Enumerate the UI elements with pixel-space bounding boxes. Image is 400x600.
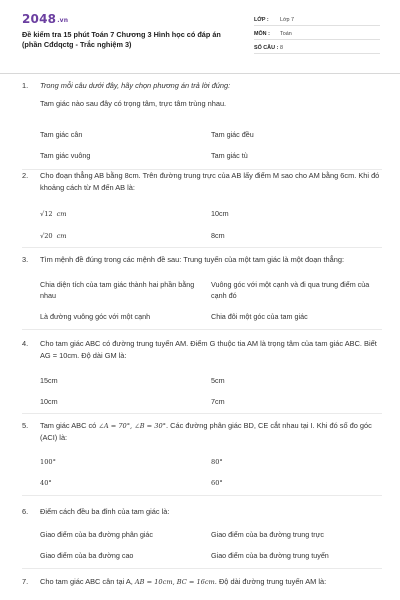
question-text: Tam giác nào sau đây có trọng tâm, trực tâm trùng nhau. bbox=[40, 99, 227, 108]
answer-option[interactable]: Tam giác đều bbox=[211, 130, 254, 139]
answer-option[interactable]: Tam giác tù bbox=[211, 151, 248, 160]
question-text: Cho tam giác ABC cân tại A, AB = 10cm, BC = 16cm. Độ dài đường trung tuyến AM là: bbox=[40, 577, 327, 586]
answer-option[interactable]: 100° bbox=[40, 458, 56, 466]
answer-option[interactable]: 60° bbox=[211, 479, 223, 487]
answer-option[interactable]: 10cm bbox=[211, 209, 229, 218]
question-number: 2. bbox=[22, 171, 29, 180]
question-number: 1. bbox=[22, 81, 29, 90]
question-text: Tìm mệnh đề đúng trong các mệnh đề sau: Trung tuyến của một tam giác là một đoạn thẳng: bbox=[40, 255, 345, 264]
question-text: Điểm cách đều ba đỉnh của tam giác là: bbox=[40, 507, 170, 516]
meta-class: LỚP : Lớp 7 bbox=[254, 14, 380, 26]
question-text: Cho tam giác ABC có đường trung tuyến AM. Điểm G thuộc tia AM là trọng tâm của tam giác ABC. Biết AG = 10cm. Độ dài GM là: bbox=[40, 339, 377, 360]
answer-option[interactable]: Chia đôi một góc của tam giác bbox=[211, 312, 308, 321]
question-separator bbox=[22, 329, 382, 330]
meta-count: SỐ CÂU : 8 bbox=[254, 42, 380, 54]
question-number: 5. bbox=[22, 421, 29, 430]
answer-option[interactable]: 40° bbox=[40, 479, 52, 487]
meta-info bbox=[254, 14, 380, 56]
question-separator bbox=[22, 495, 382, 496]
answer-option[interactable]: Là đường vuông góc với một cạnh bbox=[40, 312, 151, 321]
answer-option[interactable]: Tam giác vuông bbox=[40, 151, 91, 160]
question-text: Tam giác ABC có ∠A = 70°, ∠B = 30°. Các đường phân giác BD, CE cắt nhau tại I. Khi đó số đo góc (ACI) là: bbox=[40, 421, 372, 442]
answer-option[interactable]: 8cm bbox=[211, 231, 225, 240]
answer-option[interactable]: Giao điểm của ba đường phân giác bbox=[40, 530, 154, 539]
question-number: 6. bbox=[22, 507, 29, 516]
header-divider bbox=[0, 73, 400, 74]
answer-option[interactable]: Giao điểm của ba đường trung tuyến bbox=[211, 551, 329, 560]
site-logo[interactable]: 2048.vn bbox=[22, 12, 69, 26]
question-number: 7. bbox=[22, 577, 29, 586]
question-separator bbox=[22, 413, 382, 414]
answer-option[interactable]: Chia diện tích của tam giác thành hai phần bằng nhau bbox=[40, 280, 195, 300]
page-title: Đề kiểm tra 15 phút Toán 7 Chương 3 Hình học có đáp án (phần Cđdqctg - Trắc nghiệm 3) bbox=[22, 30, 221, 49]
answer-option[interactable]: Giao điểm của ba đường cao bbox=[40, 551, 134, 560]
answer-option[interactable]: 5cm bbox=[211, 376, 225, 385]
question-text: Cho đoạn thẳng AB bằng 8cm. Trên đường trung trực của AB lấy điểm M sao cho AM bằng 6cm. Khi đó khoảng cách từ M đến AB là: bbox=[40, 171, 380, 192]
question-number: 4. bbox=[22, 339, 29, 348]
header bbox=[0, 0, 400, 62]
answer-option[interactable]: 7cm bbox=[211, 397, 225, 406]
answer-option[interactable]: 15cm bbox=[40, 376, 58, 385]
question-instruction: Trong mỗi câu dưới đây, hãy chọn phương án trả lời đúng: bbox=[40, 81, 231, 90]
question-separator bbox=[22, 247, 382, 248]
answer-option[interactable]: Giao điểm của ba đường trung trực bbox=[211, 530, 325, 539]
answer-option[interactable]: 80° bbox=[211, 458, 223, 466]
question-number: 3. bbox=[22, 255, 29, 264]
meta-subject: MÔN : Toán bbox=[254, 28, 380, 40]
answer-option[interactable]: Vuông góc với một cạnh và đi qua trung điểm của cạnh đó bbox=[211, 280, 370, 300]
answer-option[interactable]: Tam giác cân bbox=[40, 130, 83, 139]
answer-option[interactable]: √20 cm bbox=[40, 232, 67, 240]
question-separator bbox=[22, 568, 382, 569]
answer-option[interactable]: √12 cm bbox=[40, 210, 67, 218]
answer-option[interactable]: 10cm bbox=[40, 397, 58, 406]
